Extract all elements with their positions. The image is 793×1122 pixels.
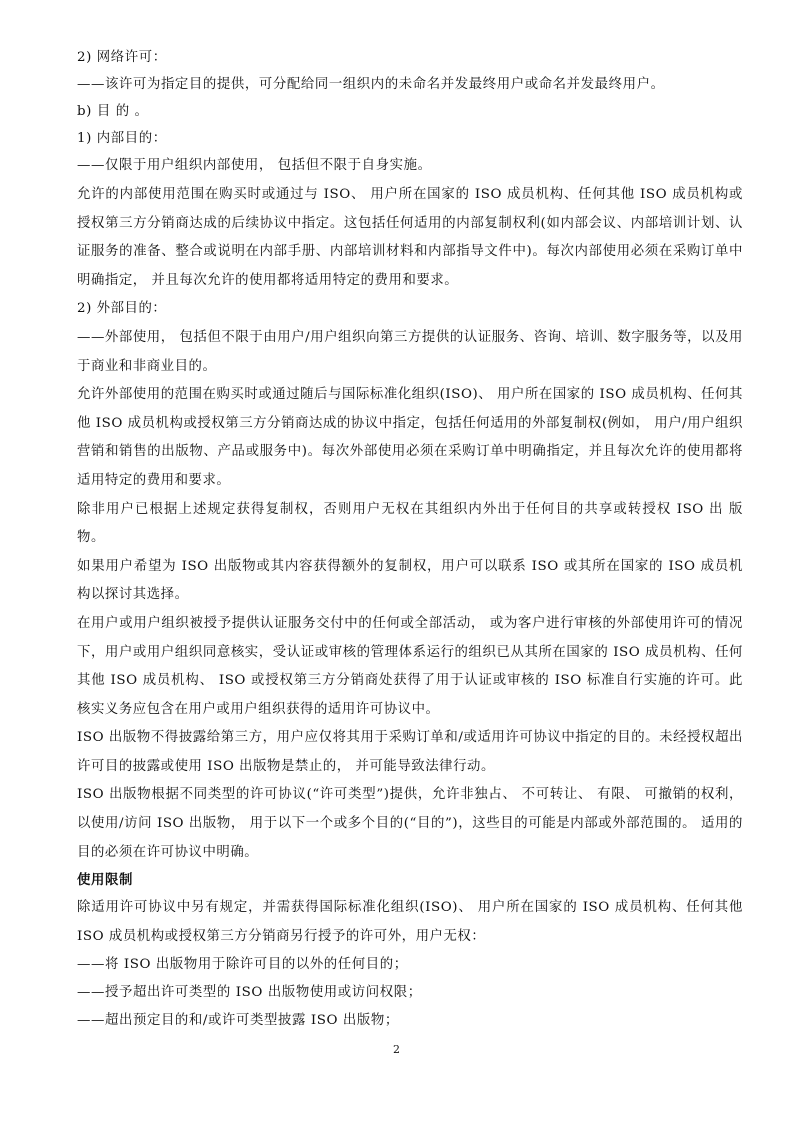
restrictions-intro: 除适用许可协议中另有规定，并需获得国际标准化组织(ISO)、 用户所在国家的 ISO 成员机构、任何其他ISO 成员机构或授权第三方分销商另行授予的许可外，用户无权： — [77, 900, 743, 944]
no-disclose-paragraph: ISO 出版物不得披露给第三方，用户应仅将其用于采购订单和/或适用许可协议中指定的目的。未经授权超出许可目的披露或使用 ISO 出版物是禁止的， 并可能导致法律行动。 — [77, 730, 743, 774]
internal-purpose-description: ——仅限于用户组织内部使用， 包括但不限于自身实施。 — [77, 158, 432, 173]
section-b-purpose: b) 目 的 。 — [77, 104, 149, 119]
document-body — [77, 44, 743, 1035]
restriction-item: ——授予超出许可类型的 ISO 出版物使用或访问权限； — [77, 985, 422, 1001]
item-internal-purpose: 1) 内部目的： — [77, 131, 167, 146]
license-types-paragraph: ISO 出版物根据不同类型的许可协议(“许可类型”)提供，允许非独占、 不可转让、 有限、 可撤销的权利，以使用/访问 ISO 出版物， 用于以下一个或多个目的(“目的”)，这些目的可能是内部或外部范围的。 适用的目的必须在许可协议中明确。 — [77, 787, 743, 860]
item-network-license: 2) 网络许可： — [77, 50, 167, 65]
no-share-paragraph: 除非用户已根据上述规定获得复制权，否则用户无权在其组织内外出于任何目的共享或转授权 ISO 出 版物。 — [77, 501, 743, 546]
restriction-item: ——将 ISO 出版物用于除许可目的以外的任何目的； — [77, 957, 408, 973]
restrictions-heading: 使用限制 — [77, 872, 133, 889]
extra-copyright-paragraph: 如果用户希望为 ISO 出版物或其内容获得额外的复制权，用户可以联系 ISO 或其所在国家的 ISO 成员机构以探讨其选择。 — [77, 558, 743, 603]
restriction-item: ——超出预定目的和/或许可类型披露 ISO 出版物； — [77, 1013, 399, 1029]
certification-paragraph: 在用户或用户组织被授予提供认证服务交付中的任何或全部活动， 或为客户进行审核的外部使用许可的情况下，用户或用户组织同意核实，受认证或审核的管理体系运行的组织已从其所在国家的 ISO 成员机构、任何其他 ISO 成员机构、 ISO 或授权第三方分销商处获得了用于认证或审核的 ISO 标准自行实施的许可。此核实义务应包含在用户或用户组织获得的适用许可协议中。 — [77, 615, 743, 717]
network-license-description: ——该许可为指定目的提供，可分配给同一组织内的未命名并发最终用户或命名并发最终用户。 — [77, 77, 665, 92]
item-external-purpose: 2) 外部目的： — [77, 301, 167, 317]
external-scope-paragraph: 允许外部使用的范围在购买时或通过随后与国际标准化组织(ISO)、 用户所在国家的 ISO 成员机构、任何其他 ISO 成员机构或授权第三方分销商达成的协议中指定，包括任何适用的外部复制权(例如， 用户/用户组织营销和销售的出版物、产品或服务中)。每次外部使用必须在采购订单中明确指定，并且每次允许的使用都将适用特定的费用和要求。 — [77, 387, 743, 488]
external-purpose-description: ——外部使用， 包括但不限于由用户/用户组织向第三方提供的认证服务、咨询、培训、数字服务等，以及用于商业和非商业目的。 — [77, 329, 743, 374]
page-number: 2 — [393, 1043, 400, 1056]
internal-scope-paragraph: 允许的内部使用范围在购买时或通过与 ISO、 用户所在国家的 ISO 成员机构、任何其他 ISO 成员机构或授权第三方分销商达成的后续协议中指定。这包括任何适用的内部复制权利(如内部会议、内部培训计划、认证服务的准备、整合或说明在内部手册、内部培训材料和内部指导文件中)。每次内部使用必须在采购订单中明确指定， 并且每次允许的使用都将适用特定的费用和要求。 — [77, 187, 743, 288]
